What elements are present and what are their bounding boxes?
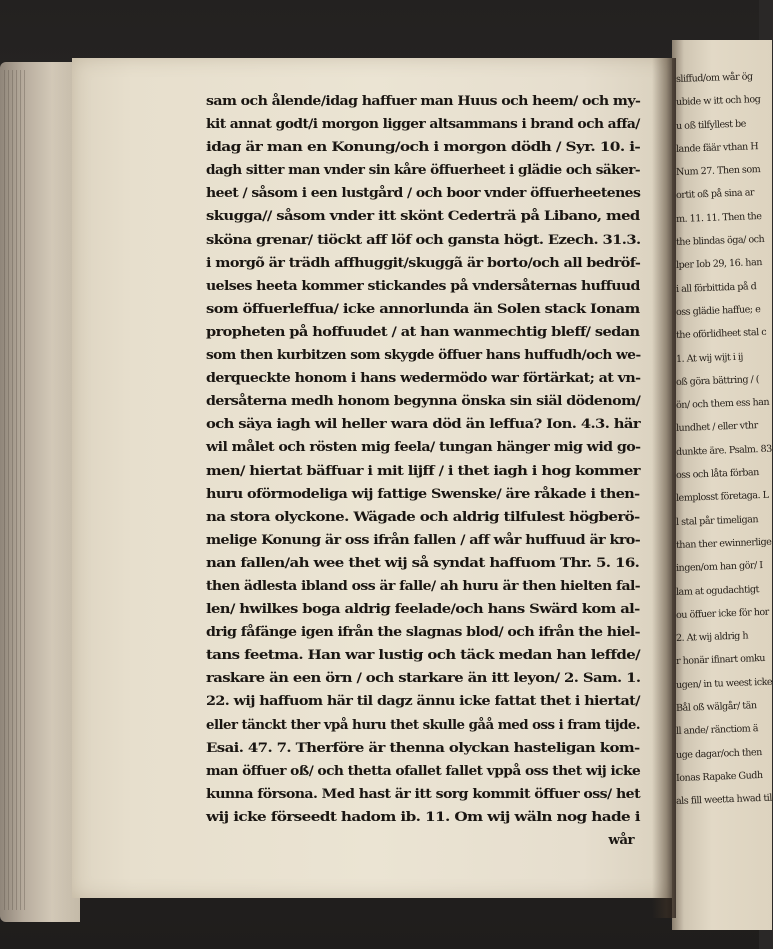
facing-page-text-line: Ionas Rapake Gudh: [675, 769, 763, 784]
text-line: propheten på hoffuudet / at han wanmechtig bleff/ sedan: [206, 323, 640, 340]
facing-page-text-line: lundhet / eller vthr: [675, 420, 758, 435]
text-line: heet / såsom i een lustgård / och boor vnder öffuerheetenes: [206, 185, 641, 202]
facing-page-text-line: the blindas öga/ och: [675, 233, 765, 249]
facing-page-text-line: dunkte äre. Psalm. 83: [675, 443, 772, 458]
text-line: kit annat godt/i morgon ligger altsammans i brand och affa/: [206, 116, 640, 133]
text-line: Esai. 47. 7. Therföre är thenna olyckan hasteligan kom-: [206, 739, 640, 756]
facing-page-text-line: the oförlidheet stal c: [675, 327, 767, 342]
text-line: dersåterna medh honom begynna önska sin siäl dödenom/: [206, 393, 641, 410]
text-line: uelses heeta kommer stickandes på vndersåternas huffuud: [206, 277, 640, 294]
facing-page-text-line: ugen/ in tu weest icke: [675, 676, 773, 691]
text-line: som öffuerleffua/ icke annorlunda än Solen stack Ionam: [206, 300, 640, 317]
page-stack-lines: [4, 70, 26, 910]
text-line: sam och ålende/idag haffuer man Huus och heem/ och my-: [206, 93, 641, 109]
text-line: idag är man en Konung/och i morgon dödh / Syr. 10. i-: [206, 139, 641, 156]
facing-page-text-line: than ther ewinnerlige: [675, 536, 772, 551]
text-line: melige Konung är oss ifrån fallen / aff wår huffuud är kro-: [206, 531, 641, 548]
facing-page-text-line: sliffud/om wår ög: [675, 71, 753, 85]
facing-page-text-line: Bål oß wälgår/ tän: [675, 700, 757, 715]
text-line: drig fåfänge igen ifrån the slagnas blod/ och ifrån the hiel-: [206, 624, 640, 641]
text-line: man öffuer oß/ och thetta ofallet fallet vppå oss thet wij icke: [206, 762, 641, 779]
facing-page-text-line: ortit oß på sina ar: [675, 187, 755, 202]
text-line: som then kurbitzen som skygde öffuer hans huffudh/och we-: [206, 347, 641, 364]
facing-page-text-line: oss och låta förban: [675, 467, 760, 482]
facing-page-text-line: 2. At wij aldrig h: [675, 630, 749, 645]
facing-page-text-line: als fill weetta hwad til: [675, 792, 773, 808]
facing-page-text-line: m. 11. 11. Then the: [675, 210, 762, 225]
facing-page-text-block: [675, 68, 773, 814]
text-line: dagh sitter man vnder sin kåre öffuerheet i glädie och säker-: [206, 162, 640, 179]
text-line: raskare än een örn / och starkare än itt leyon/ 2. Sam. 1.: [206, 670, 641, 687]
facing-page-text-line: u oß tilfyllest be: [675, 118, 747, 132]
text-line: kunna försona. Med hast är itt sorg kommit öffuer oss/ het: [206, 785, 641, 802]
facing-page-text-line: Num 27. Then som: [675, 164, 761, 179]
facing-page-text-line: lam at ogudachtigt: [675, 583, 760, 598]
facing-page-text-line: ön/ och them ess han: [675, 396, 770, 412]
facing-page-text-line: uge dagar/och then: [675, 746, 762, 761]
text-line: len/ hwilkes boga aldrig feelade/och hans Swärd kom al-: [206, 601, 640, 618]
text-line: na stora olyckone. Wägade och aldrig tilfulest högberö-: [206, 508, 640, 525]
text-line: och säya iagh wil heller wara död än leffua? Ion. 4.3. här: [206, 416, 641, 433]
facing-page-text-line: ou öffuer icke för hor: [675, 606, 769, 621]
text-line: 22. wij haffuom här til dagz ännu icke fattat thet i hiertat/: [206, 693, 640, 710]
facing-page-text-line: r honär ifinart omku: [675, 653, 766, 668]
catchword: wår: [608, 832, 634, 848]
text-line: wij icke förseedt hadom ib. 11. Om wij wäln nog hade i: [206, 808, 640, 825]
facing-page-text-line: lper Iob 29, 16. han: [675, 257, 763, 272]
facing-page-text-line: l stal pår timeligan: [675, 513, 759, 528]
text-line: tans feetma. Han war lustig och täck medan han leffde/: [206, 647, 640, 664]
text-line: then ädlesta ibland oss är falle/ ah huru är then hielten fal-: [206, 577, 641, 594]
text-line: skugga// såsom vnder itt skönt Cederträ på Libano, med: [206, 208, 640, 225]
text-line: i morgõ är trädh affhuggit/skuggã är borto/och all bedröf-: [206, 254, 641, 271]
facing-page-text-line: ingen/om han gör/ I: [675, 560, 763, 575]
text-line: nan fallen/ah wee thet wij så syndat haffuom Thr. 5. 16.: [206, 554, 640, 571]
text-line: men/ hiertat bäffuar i mit lijff / i thet iagh i hog kommer: [206, 462, 640, 479]
main-text-block: [206, 90, 646, 852]
facing-page-text-line: lande fäär vthan H: [675, 141, 759, 155]
facing-page-text-line: oß göra bättring / (: [675, 373, 760, 388]
text-line: sköna grenar/ tiöckt aff löf och gansta högt. Ezech. 31.3.: [206, 231, 641, 248]
facing-page-text-line: lemplosst företaga. L: [675, 490, 769, 505]
text-line: derqueckte honom i hans wedermödo war förtärkat; at vn-: [206, 370, 641, 387]
facing-page-text-line: 1. At wij wijt i ij: [675, 351, 744, 365]
facing-page-text-line: oss glädie haffue; e: [675, 304, 761, 318]
facing-page-text-line: ubide w itt och hog: [675, 94, 761, 109]
facing-page-text-line: i all förbittida på d: [675, 280, 757, 295]
facing-page-text-line: ll ande/ ränctiom ä: [675, 723, 759, 738]
text-line: huru oförmodeliga wij fattige Swenske/ äre råkade i then-: [206, 485, 640, 502]
text-line: wil målet och rösten mig feela/ tungan hänger mig wid go-: [206, 439, 641, 456]
text-line: eller tänckt ther vpå huru thet skulle gåå med oss i fram tijde.: [206, 716, 640, 733]
